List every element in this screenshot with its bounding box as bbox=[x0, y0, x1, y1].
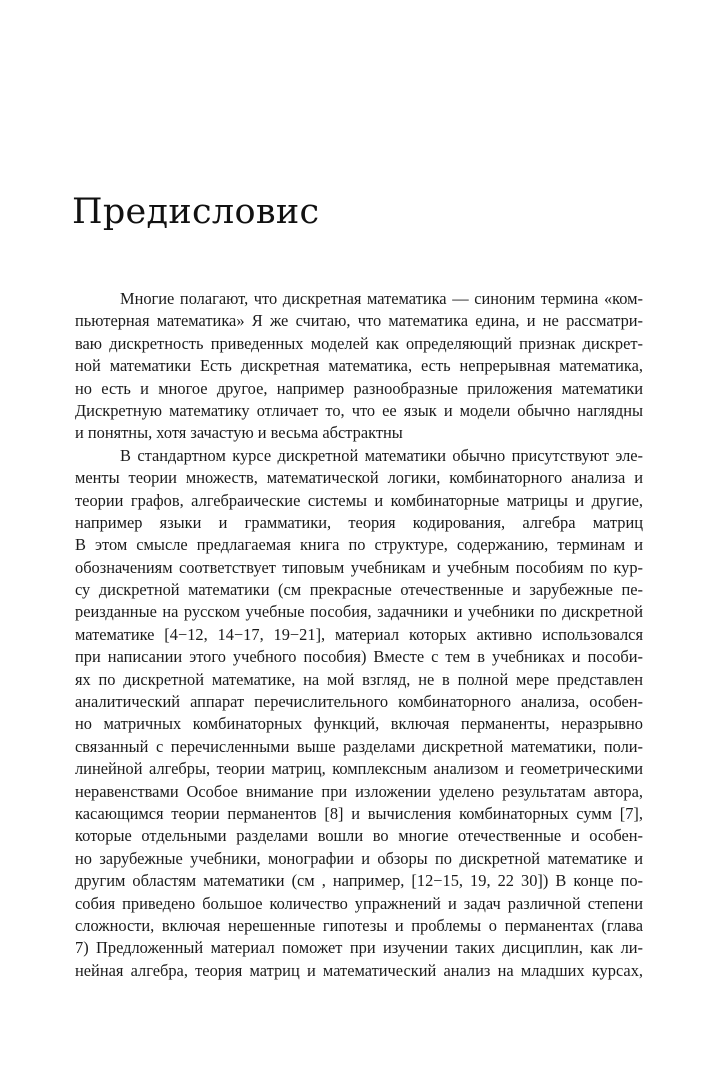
text-line: В этом смысле предлагаемая книга по структуре, содержанию, терминам и bbox=[75, 535, 643, 555]
text-line: собия приведено большое количество упражнений и задач различной степени bbox=[75, 893, 643, 913]
text-line: обозначениям соответствует типовым учебникам и учебным пособиям по кур- bbox=[75, 557, 643, 577]
text-line: например языки и грамматики, теория кодирования, алгебра матриц bbox=[75, 512, 643, 532]
text-line: теории графов, алгебраические системы и комбинаторные матрицы и другие, bbox=[75, 490, 643, 510]
text-line: которые отдельными разделами вошли во многие отечественные и особен- bbox=[75, 826, 643, 846]
text-line: неравенствами Особое внимание при изложении уделено результатам автора, bbox=[75, 781, 643, 801]
chapter-heading: Предисловис bbox=[72, 192, 320, 232]
text-line: ях по дискретной математике, на мой взгляд, не в полной мере представлен bbox=[75, 669, 643, 689]
text-line: касающимся теории перманентов [8] и вычисления комбинаторных сумм [7], bbox=[75, 803, 643, 823]
text-line: 7) Предложенный материал поможет при изучении таких дисциплин, как ли- bbox=[75, 938, 643, 958]
text-line: ной математики Есть дискретная математика, есть непрерывная математика, bbox=[75, 356, 643, 376]
text-line: при написании этого учебного пособия) Вместе с тем в учебниках и пособи- bbox=[75, 647, 643, 667]
text-line: линейной алгебры, теории матриц, комплексным анализом и геометрическими bbox=[75, 759, 643, 779]
text-line: но зарубежные учебники, монографии и обзоры по дискретной математике и bbox=[75, 848, 643, 868]
text-line: ваю дискретность приведенных моделей как определяющий признак дискрет- bbox=[75, 333, 643, 353]
body-text bbox=[75, 288, 643, 982]
text-line: пьютерная математика» Я же считаю, что математика едина, и не рассматри- bbox=[75, 311, 643, 331]
text-line: сложности, включая нерешенные гипотезы и проблемы о перманентах (глава bbox=[75, 915, 643, 935]
text-line: математике [4−12, 14−17, 19−21], материал которых активно использовался bbox=[75, 624, 643, 644]
text-line: су дискретной математики (см прекрасные отечественные и зарубежные пе- bbox=[75, 580, 643, 600]
text-line: В стандартном курсе дискретной математики обычно присутствуют эле- bbox=[120, 445, 643, 465]
text-line: реизданные на русском учебные пособия, задачники и учебники по дискретной bbox=[75, 602, 643, 622]
text-line: аналитический аппарат перечислительного комбинаторного анализа, особен- bbox=[75, 692, 643, 712]
text-line: другим областям математики (см , например, [12−15, 19, 22 30]) В конце по- bbox=[75, 871, 643, 891]
text-line: менты теории множеств, математической логики, комбинаторного анализа и bbox=[75, 468, 643, 488]
text-line: Многие полагают, что дискретная математика — синоним термина «ком- bbox=[120, 289, 643, 308]
text-line: нейная алгебра, теория матриц и математический анализ на младших курсах, bbox=[75, 960, 643, 980]
paragraph-1 bbox=[75, 288, 643, 445]
text-line: Дискретную математику отличает то, что ее язык и модели обычно наглядны bbox=[75, 400, 643, 420]
text-line: но матричных комбинаторных функций, включая перманенты, неразрывно bbox=[75, 714, 643, 734]
paragraph-2 bbox=[75, 445, 643, 982]
text-line: но есть и многое другое, например разнообразные приложения математики bbox=[75, 378, 643, 398]
text-line: связанный с перечисленными выше разделами дискретной математики, поли- bbox=[75, 736, 643, 756]
text-line: и понятны, хотя зачастую и весьма абстрактны bbox=[75, 423, 403, 443]
